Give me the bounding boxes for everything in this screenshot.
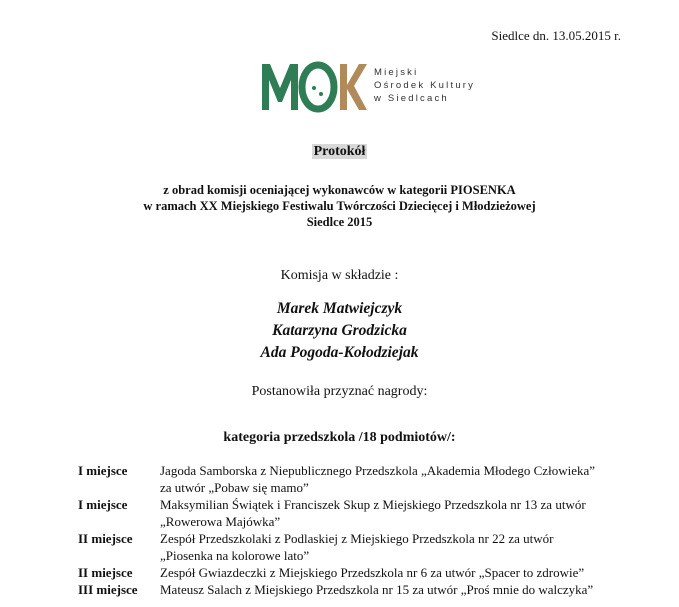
member-name: Ada Pogoda-Kołodziejak xyxy=(260,344,419,361)
mok-letters-icon xyxy=(260,58,368,114)
award-row xyxy=(78,564,658,581)
award-place: I miejsce xyxy=(78,497,128,512)
award-row xyxy=(78,462,658,496)
award-text xyxy=(160,530,658,564)
subtitle-line: w ramach XX Miejskiego Festiwalu Twórczości Dziecięcej i Młodzieżowej xyxy=(143,199,536,213)
title-text: Protokół xyxy=(313,144,366,159)
award-row xyxy=(78,530,658,564)
award-row xyxy=(78,496,658,530)
award-text xyxy=(160,462,658,496)
subtitle-line: z obrad komisji oceniającej wykonawców w kategorii PIOSENKA xyxy=(163,183,516,197)
logo-text-line: Miejski xyxy=(374,67,419,78)
category-heading: kategoria przedszkola /18 podmiotów/: xyxy=(223,430,456,445)
awards-list xyxy=(78,462,658,598)
commission-members xyxy=(0,298,679,364)
award-place: I miejsce xyxy=(78,463,128,478)
member-name: Marek Matwiejczyk xyxy=(276,300,403,317)
decided-label: Postanowiła przyznać nagrody: xyxy=(251,384,428,399)
mok-logo xyxy=(260,58,490,116)
date-line: Siedlce dn. 13.05.2015 r. xyxy=(491,28,621,43)
award-line: „Piosenka na kolorowe lato” xyxy=(160,548,310,563)
logo-text-line: w Siedlcach xyxy=(374,93,449,104)
document-title xyxy=(0,142,679,160)
award-text xyxy=(160,581,658,598)
member-name: Katarzyna Grodzicka xyxy=(272,322,407,339)
logo-text-line: Ośrodek Kultury xyxy=(374,80,476,91)
award-line: Zespół Przedszkolaki z Podlaskiej z Miejskiego Przedszkola nr 22 za utwór xyxy=(160,531,554,546)
subtitle-line: Siedlce 2015 xyxy=(306,215,373,229)
award-place: II miejsce xyxy=(78,531,133,546)
award-row xyxy=(78,581,658,598)
award-text xyxy=(160,564,658,581)
mok-logo-mark xyxy=(260,58,368,114)
award-text xyxy=(160,496,658,530)
award-line: Mateusz Salach z Miejskiego Przedszkola nr 15 za utwór „Proś mnie do walczyka” xyxy=(160,582,594,597)
document-subtitle xyxy=(0,182,679,230)
award-line: za utwór „Pobaw się mamo” xyxy=(160,480,309,495)
award-line: „Rowerowa Majówka” xyxy=(160,514,281,529)
commission-label: Komisja w składzie : xyxy=(280,268,399,283)
mok-logo-text xyxy=(374,66,475,105)
award-line: Jagoda Samborska z Niepublicznego Przedszkola „Akademia Młodego Człowieka” xyxy=(160,463,595,478)
award-place: II miejsce xyxy=(78,565,133,580)
award-line: Maksymilian Świątek i Franciszek Skup z Miejskiego Przedszkola nr 13 za utwór xyxy=(160,497,586,512)
award-line: Zespół Gwiazdeczki z Miejskiego Przedszkola nr 6 za utwór „Spacer to zdrowie” xyxy=(160,565,585,580)
award-place: III miejsce xyxy=(78,582,138,597)
